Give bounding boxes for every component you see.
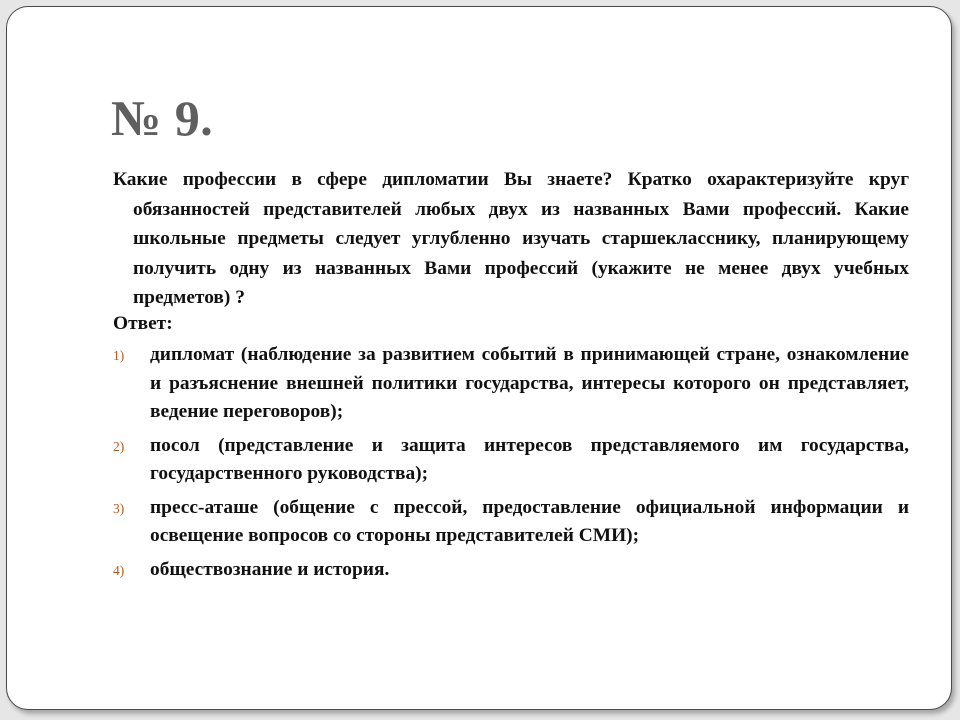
slide-title: № 9. <box>111 90 214 146</box>
answer-list <box>113 341 909 589</box>
answer-text: пресс-аташе (общение с прессой, предоставление официальной информации и освещение вопросов со стороны представителей СМИ); <box>150 496 909 546</box>
answer-label: Ответ: <box>113 313 173 334</box>
answer-item <box>113 494 909 551</box>
answer-text: посол (представление и защита интересов представляемого им государства, государственного руководства); <box>150 434 909 484</box>
answer-text: дипломат (наблюдение за развитием событий в принимающей стране, ознакомление и разъяснение внешней политики государства, интересы которого он представляет, ведение переговоров); <box>150 344 909 422</box>
answer-number: 2) <box>113 438 125 454</box>
answer-text: обществознание и история. <box>150 558 390 580</box>
question-text: Какие профессии в сфере дипломатии Вы знаете? Кратко охарактеризуйте круг обязанностей представителей любых двух из названных Вами профессий. Какие школьные предметы следует углубленно изучать старшекласснику, планирующему получить одну из названных Вами профессий (укажите не менее двух учебных предметов) ? <box>113 169 909 308</box>
answer-item <box>113 432 909 489</box>
slide-frame <box>6 6 952 710</box>
answer-number: 3) <box>113 500 125 516</box>
answer-item <box>113 341 909 427</box>
answer-number: 1) <box>113 348 125 363</box>
answer-number: 4) <box>113 562 125 578</box>
answer-item <box>113 556 909 585</box>
